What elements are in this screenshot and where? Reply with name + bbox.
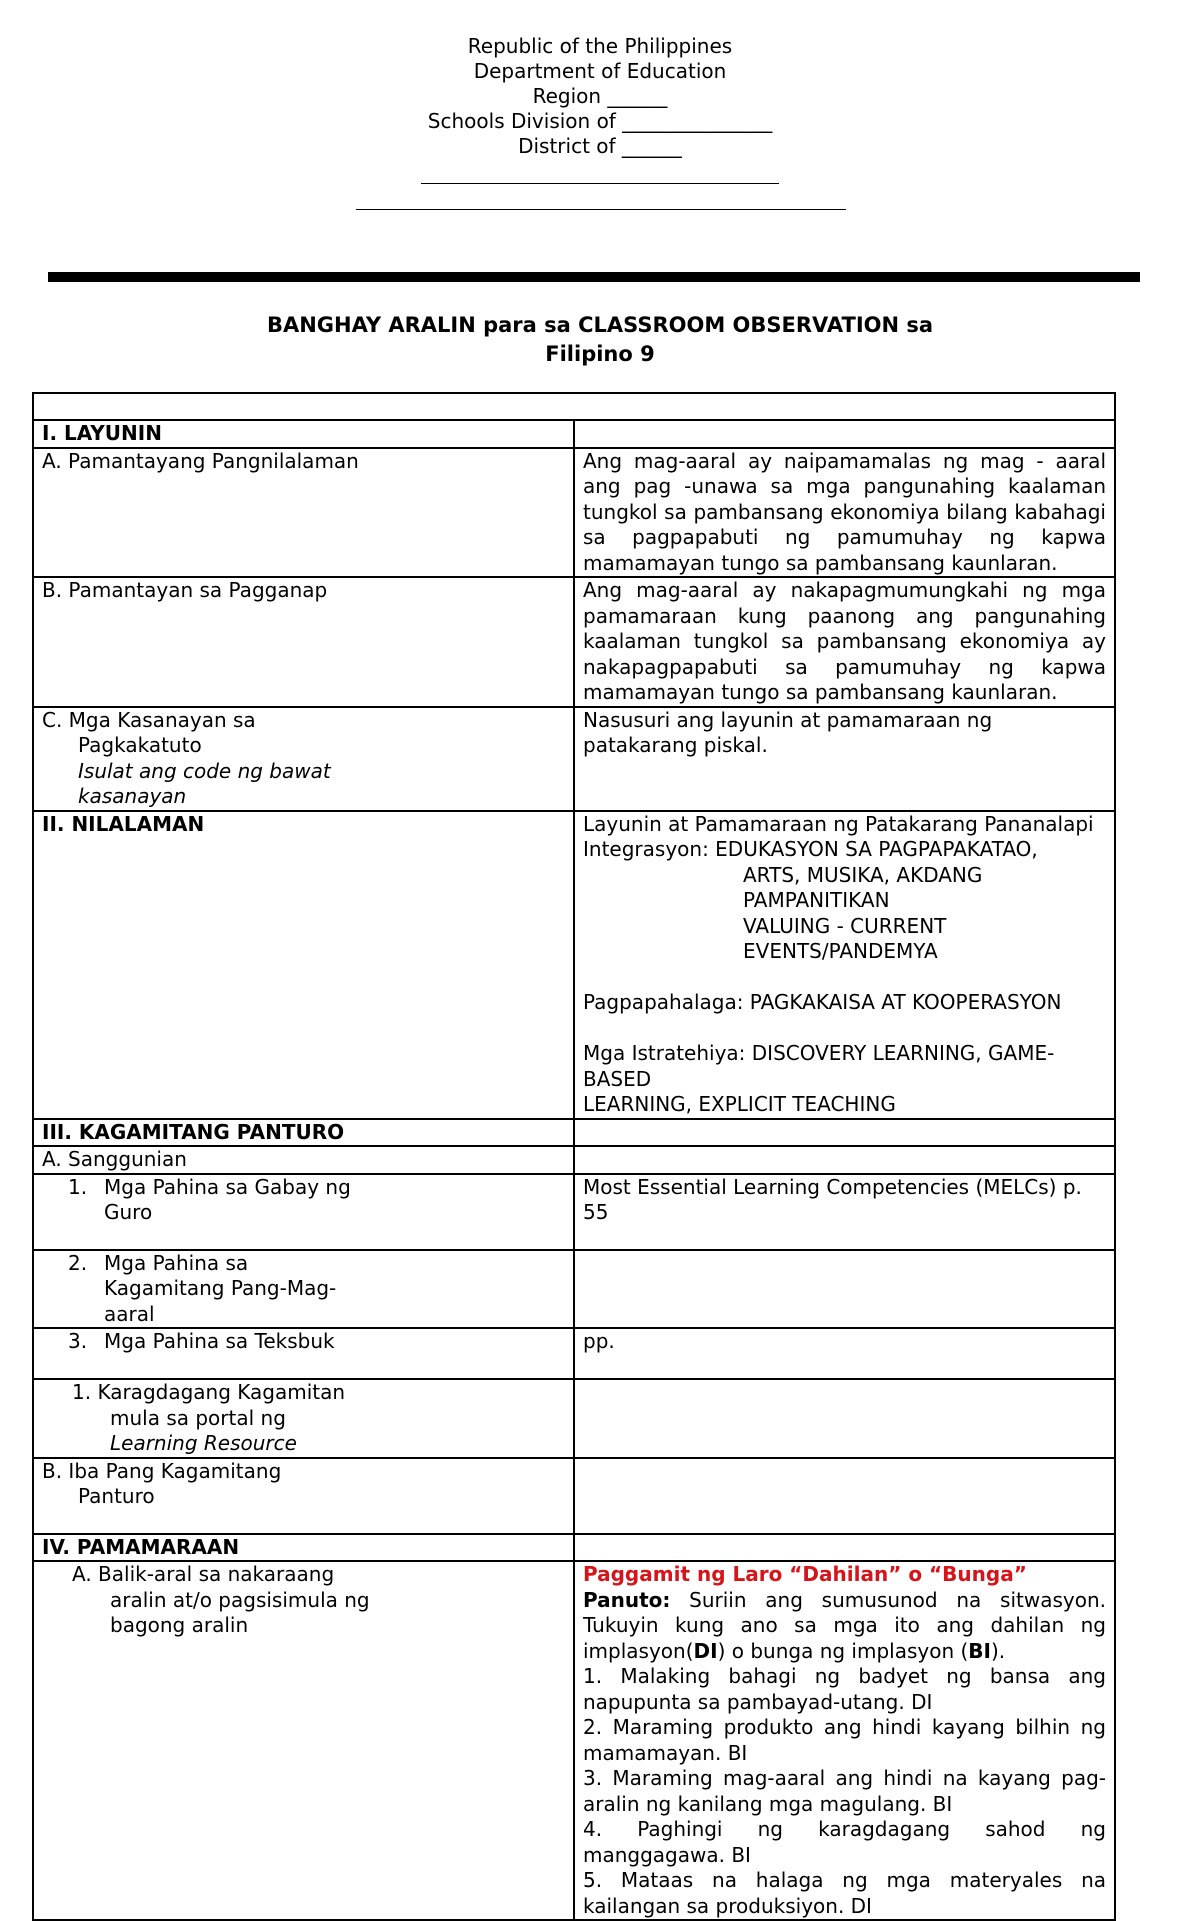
balik-aral-content: [574, 1561, 1115, 1920]
pamantayang-pangnilalaman-row: [33, 448, 1115, 578]
kasanayan-label-line2: Pagkakatuto: [78, 733, 202, 757]
iba-pang-kagamitan-label: [33, 1458, 574, 1534]
kasanayan-text: Nasusuri ang layunin at pamamaraan ng patakarang piskal.: [574, 707, 1115, 811]
pamantayan-pagganap-label: B. Pamantayan sa Pagganap: [33, 577, 574, 707]
gabay-guro-number: 1.: [68, 1174, 88, 1199]
section-nilalaman-row: [33, 811, 1115, 1119]
karagdagang-kagamitan-line2: mula sa portal ng: [110, 1405, 286, 1430]
balik-aral-line1: A. Balik-aral sa nakaraang: [72, 1562, 335, 1586]
header-division: Schools Division of _______________: [427, 109, 773, 133]
kagamitang-mag-aaral-label: [33, 1250, 574, 1329]
header-region: Region ______: [532, 84, 668, 108]
section-nilalaman-heading: II. NILALAMAN: [33, 811, 574, 1119]
karagdagang-kagamitan-row: [33, 1379, 1115, 1458]
nilalaman-line-5: Pagpapahalaga: PAGKAKAISA AT KOOPERASYON: [583, 990, 1062, 1014]
kasanayan-label-line1: C. Mga Kasanayan sa: [42, 707, 256, 732]
kagamitang-mag-aaral-line1: Mga Pahina sa: [104, 1250, 249, 1275]
header-republic: Republic of the Philippines: [467, 34, 733, 58]
header-divider: [48, 272, 1140, 282]
balik-aral-line3: bagong aralin: [110, 1613, 249, 1637]
nilalaman-line-3: ARTS, MUSIKA, AKDANG PAMPANITIKAN: [743, 862, 983, 912]
lesson-plan-table: [32, 392, 1116, 1921]
teksbuk-label: [33, 1328, 574, 1379]
gabay-guro-row: [33, 1174, 1115, 1250]
blank-line-short: [421, 183, 779, 184]
kasanayan-label-line3: Isulat ang code ng bawat: [78, 758, 331, 783]
game-title: Paggamit ng Laro “Dahilan” o “Bunga”: [583, 1562, 1027, 1586]
list-item: 2. Maraming produkto ang hindi kayang bilhin ng mamamayan. BI: [583, 1715, 1106, 1765]
balik-aral-row: [33, 1561, 1115, 1920]
kasanayan-label-line4: kasanayan: [78, 784, 187, 808]
iba-pang-kagamitan-line1: B. Iba Pang Kagamitang: [42, 1458, 282, 1483]
kasanayan-row: [33, 707, 1115, 811]
pamantayan-pagganap-text: Ang mag-aaral ay nakapagmumungkahi ng mga pamamaraan kung paanong ang pangunahing kaalaman tungkol sa pambansang ekonomiya ay nakapagpapabuti sa pamumuhay ng kapwa mamamayan tungo sa pambansang kaunlaran.: [574, 577, 1115, 707]
kagamitang-mag-aaral-number: 2.: [68, 1250, 88, 1275]
header-district: District of ______: [518, 134, 682, 158]
nilalaman-line-2: Integrasyon: EDUKASYON SA PAGPAPAKATAO,: [583, 837, 1038, 861]
balik-aral-label: [33, 1561, 574, 1920]
kagamitang-mag-aaral-line2: Kagamitang Pang-Mag-: [104, 1276, 337, 1300]
section-kagamitan-row: [33, 1119, 1115, 1147]
nilalaman-line-1: Layunin at Pamamaraan ng Patakarang Pananalapi: [583, 811, 1094, 836]
section-layunin-heading: I. LAYUNIN: [33, 420, 574, 448]
header-department: Department of Education: [473, 59, 727, 83]
list-item: 5. Mataas na halaga ng mga materyales na kailangan sa produksiyon. DI: [583, 1868, 1106, 1918]
teksbuk-number: 3.: [68, 1329, 88, 1353]
nilalaman-line-6: Mga Istratehiya: DISCOVERY LEARNING, GAME-BASED: [583, 1041, 1055, 1091]
pamantayan-pagganap-row: [33, 577, 1115, 707]
gabay-guro-text: Most Essential Learning Competencies (MELCs) p. 55: [574, 1174, 1115, 1250]
panuto-label: Panuto:: [583, 1587, 671, 1612]
gabay-guro-line1: Mga Pahina sa Gabay ng: [104, 1174, 351, 1199]
kagamitang-mag-aaral-row: [33, 1250, 1115, 1329]
list-item: 4. Paghingi ng karagdagang sahod ng manggagawa. BI: [583, 1817, 1106, 1867]
nilalaman-content: [574, 811, 1115, 1119]
balik-aral-line2: aralin at/o pagsisimula ng: [110, 1587, 370, 1612]
pamantayang-pangnilalaman-label: A. Pamantayang Pangnilalaman: [33, 448, 574, 578]
karagdagang-kagamitan-line3: Learning Resource: [110, 1431, 297, 1455]
section-pamamaraan-row: [33, 1534, 1115, 1562]
nilalaman-line-4: VALUING - CURRENT EVENTS/PANDEMYA: [743, 913, 947, 963]
section-layunin-row: [33, 420, 1115, 448]
bi-code: BI: [968, 1638, 991, 1663]
list-item: 3. Maraming mag-aaral ang hindi na kayang pag-aralin ng kanilang mga magulang. BI: [583, 1766, 1106, 1816]
panuto-paragraph: Panuto: Suriin ang sumusunod na sitwasyon. Tukuyin kung ano sa mga ito ang dahilan ng implasyon(DI) o bunga ng implasyon (BI).: [583, 1587, 1106, 1663]
sanggunian-row: [33, 1146, 1115, 1174]
section-kagamitan-heading: III. KAGAMITANG PANTURO: [33, 1119, 574, 1147]
karagdagang-kagamitan-line1: 1. Karagdagang Kagamitan: [72, 1380, 346, 1404]
pamantayang-pangnilalaman-text: Ang mag-aaral ay naipamamalas ng mag - aaral ang pag -unawa sa mga pangunahing kaalaman tungkol sa pambansang ekonomiya bilang kabahagi sa pagpapabuti ng pamumuhay ng kapwa mamamayan tungo sa pambansang kaunlaran.: [574, 448, 1115, 578]
iba-pang-kagamitan-line2: Panturo: [78, 1484, 155, 1508]
kagamitang-mag-aaral-line3: aaral: [104, 1301, 155, 1326]
list-item: 1. Malaking bahagi ng badyet ng bansa ang napupunta sa pambayad-utang. DI: [583, 1664, 1106, 1714]
karagdagang-kagamitan-label: [33, 1379, 574, 1458]
section-pamamaraan-heading: IV. PAMAMARAAN: [33, 1534, 574, 1562]
table-top-cell: [33, 393, 1115, 420]
teksbuk-text: pp.: [574, 1328, 1115, 1379]
teksbuk-row: [33, 1328, 1115, 1379]
table-top-row: [33, 393, 1115, 420]
document-subtitle: Filipino 9: [545, 342, 655, 366]
nilalaman-line-7: LEARNING, EXPLICIT TEACHING: [583, 1092, 896, 1116]
blank-line-long: [356, 209, 846, 210]
sanggunian-label: A. Sanggunian: [33, 1146, 574, 1174]
teksbuk-line1: Mga Pahina sa Teksbuk: [104, 1329, 335, 1353]
di-code: DI: [693, 1638, 718, 1663]
kasanayan-label: [33, 707, 574, 811]
gabay-guro-line2: Guro: [104, 1200, 153, 1224]
gabay-guro-label: [33, 1174, 574, 1250]
document-title: BANGHAY ARALIN para sa CLASSROOM OBSERVATION sa: [266, 313, 934, 337]
iba-pang-kagamitan-row: [33, 1458, 1115, 1534]
